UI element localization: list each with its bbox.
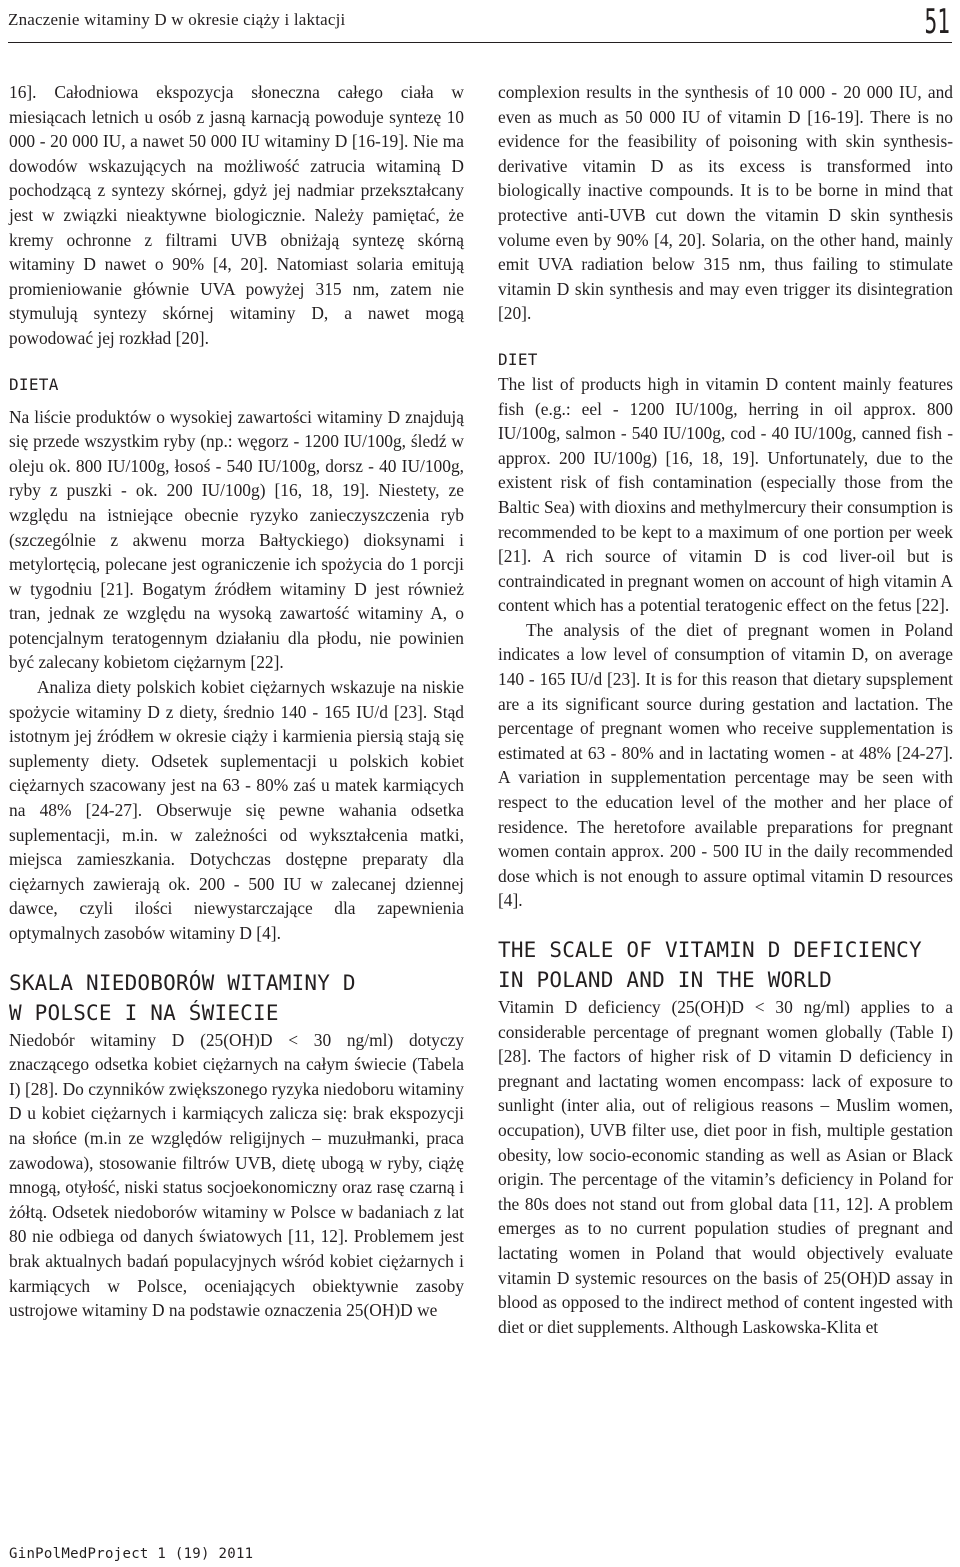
paragraph-skala: Niedobór witaminy D (25(OH)D < 30 ng/ml) dotyczy znaczącego odsetka kobiet ciężarnych na całym świecie (Tabela I) [28]. Do czynników zwiększonego ryzyka niedoboru witaminy D u kobiet ciężarnych i karmiących zalicza się: brak ekspozycji na słońce (m.in ze względów religijnych – muzułmanki, praca zawodowa), stosowanie filtrów UVB, dietę ubogą w ryby, ciążę mnogą, otyłość, niski status socjoekonomiczny oraz rasę czarną i żółtą. Odsetek niedoborów witaminy w Polsce w badaniach z lat 80 nie odbiega od danych światowych [11, 12]. Problemem jest brak aktualnych badań populacyjnych wśród kobiet ciężarnych i karmiących w Polsce, oceniających obiektywnie zasoby ustrojowe witaminy D na podstawie oznaczenia 25(OH)D we	[9, 1029, 464, 1321]
paragraph-analiza: Analiza diety polskich kobiet ciężarnych wskazuje na niskie spożycie witaminy D z diety, średnio 140 - 165 IU/d [23]. Stąd istotnym jej źródłem w okresie ciąży i karmienia piersią stają się suplementy diety. Odsetek suplementacji u polskich kobiet ciężarnych szacowany jest na 63 - 80% zaś u matek karmiących na 48% [24-27]. Obserwuje się pewne wahania odsetka suplementacji, m.in. w zależności od wykształcenia matki, miejsca zamieszkania. Dotychczas dostępne preparaty dla ciężarnych zawierają ok. 200 - 500 IU w zalecanej dziennej dawce, czyli ilości niewystarczające dla zapewnienia optymalnych zasobów witaminy D [4].	[9, 677, 464, 943]
paragraph-analysis: The analysis of the diet of pregnant women in Poland indicates a low level of consumption of vitamin D, on average 140 - 165 IU/d [23]. It is for this reason that dietary supsplement are a its significant source during gestation and lactation. The percentage of pregnant women who receive supplementation is estimated at 63 - 80% and in lactating women - at 48% [24-27]. A variation in supplementation percentage may be seen with respect to the education level of the mother and her place of residence. The heretofore available preparations for pregnant women contain approx. 200 - 500 IU in the daily recommended dose which is not enough to assure optimal vitamin D resources [4].	[498, 619, 953, 911]
left-column	[9, 80, 464, 1323]
right-column	[498, 80, 953, 1339]
section-heading-scale-line2: IN POLAND AND IN THE WORLD	[498, 968, 832, 992]
header-rule	[8, 42, 952, 43]
section-heading-skala-line1: SKALA NIEDOBORÓW WITAMINY D	[9, 970, 356, 995]
running-title: Znaczenie witaminy D w okresie ciąży i laktacji	[8, 10, 346, 29]
page-number: 51	[924, 2, 950, 42]
section-heading-skala	[9, 968, 464, 1028]
section-heading-skala-line2: W POLSCE I NA ŚWIECIE	[9, 1000, 279, 1025]
running-header	[8, 2, 952, 44]
paragraph-intro-pl: 16]. Całodniowa ekspozycja słoneczna całego ciała w miesiącach letnich u osób z jasną karnacją powoduje syntezę 10 000 - 20 000 IU, a nawet 50 000 IU witaminy D [16-19]. Nie ma dowodów wskazujących na możliwość zatrucia witaminą D pochodzącą z syntezy skórnej, gdyż jej nadmiar przekształcany jest w związki nieaktywne biologicznie. Należy pamiętać, że kremy ochronne z filtrami UVB obniżają syntezę skórną witaminy D nawet o 90% [4, 20]. Natomiast solaria emitują promieniowanie głównie UVA powyżej 315 nm, zatem nie stymulują syntezy skórnej witaminy D, a nawet mogą powodować jej rozkład [20].	[9, 82, 464, 348]
section-heading-dieta: DIETA	[9, 374, 59, 394]
journal-footer: GinPolMedProject 1 (19) 2011	[9, 1546, 254, 1562]
paragraph-dieta: Na liście produktów o wysokiej zawartości witaminy D znajdują się przede wszystkim ryby (np.: węgorz - 1200 IU/100g, śledź w oleju ok. 800 IU/100g, łosoś - 540 IU/100g, dorsz - 40 IU/100g, ryby z puszki - ok. 200 IU/100g) [16, 18, 19]. Niestety, ze względu na istniejące obecnie ryzyko zanieczyszczenia ryb (szczególnie z akwenu morza Bałtyckiego) dioksynami i metylortęcią, polecane jest ograniczenie ich spożycia do 1 porcji w tygodniu [21]. Bogatym źródłem witaminy D jest również tran, jednak ze względu na wysoką zawartość witaminy A, o potencjalnym teratogennym działaniu dla płodu, nie powinien być zalecany kobietom ciężarnym [22].	[9, 406, 464, 673]
paragraph-intro-en: complexion results in the synthesis of 10 000 - 20 000 IU, and even as much as 50 000 IU of vitamin D [16-19]. There is no evidence for the feasibility of poisoning with skin synthesis-derivative vitamin D as its excess is transformed into biologically inactive compounds. It is to be borne in mind that protective anti-UVB cut down the vitamin D skin synthesis volume even by 90% [4, 20]. Solaria, on the other hand, mainly emit UVA radiation below 315 nm, thus failing to stimulate vitamin D skin synthesis and may even trigger its disintegration [20].	[498, 82, 953, 324]
section-heading-diet: DIET	[498, 349, 538, 369]
section-heading-scale-line1: THE SCALE OF VITAMIN D DEFICIENCY	[498, 938, 922, 962]
paragraph-diet: The list of products high in vitamin D content mainly features fish (e.g.: eel - 1200 IU/100g, herring in oil approx. 800 IU/100g, salmon - 540 IU/100g, cod - 40 IU/100g, canned fish - approx. 200 IU/100g) [16, 18, 19]. Unfortunately, due to the existent risk of fish contamination (especially those from the Baltic Sea) with dioxins and methylmercury their consumption is recommended to be kept to a maximum of one portion per week [21]. A rich source of vitamin D is cod liver-oil but is contraindicated in pregnant women on account of high vitamin A content which has a potential teratogenic effect on the fetus [22].	[498, 373, 953, 616]
paragraph-scale: Vitamin D deficiency (25(OH)D < 30 ng/ml) applies to a considerable percentage of pregnant women globally (Table I) [28]. The factors of higher risk of D vitamin D deficiency in pregnant and lactating women encompass: lack of exposure to sunlight (inter alia, out of religious reasons – Muslim women, occupation), UVB filter use, diet poor in fish, multiple gestation obesity, low socio-economic standing as well as Asian or Black origin. The percentage of the vitamin’s deficiency in Poland for the 80s does not stand out from global data [11, 12]. A problem emerges as to no current population studies of pregnant and lactating women in Poland that would objectively evaluate vitamin D systemic resources on the basis of 25(OH)D assay in blood as opposed to the indirect method of content ingested with diet or diet supplements. Although Laskowska-Klita et	[498, 997, 953, 1337]
section-heading-scale	[498, 935, 953, 995]
